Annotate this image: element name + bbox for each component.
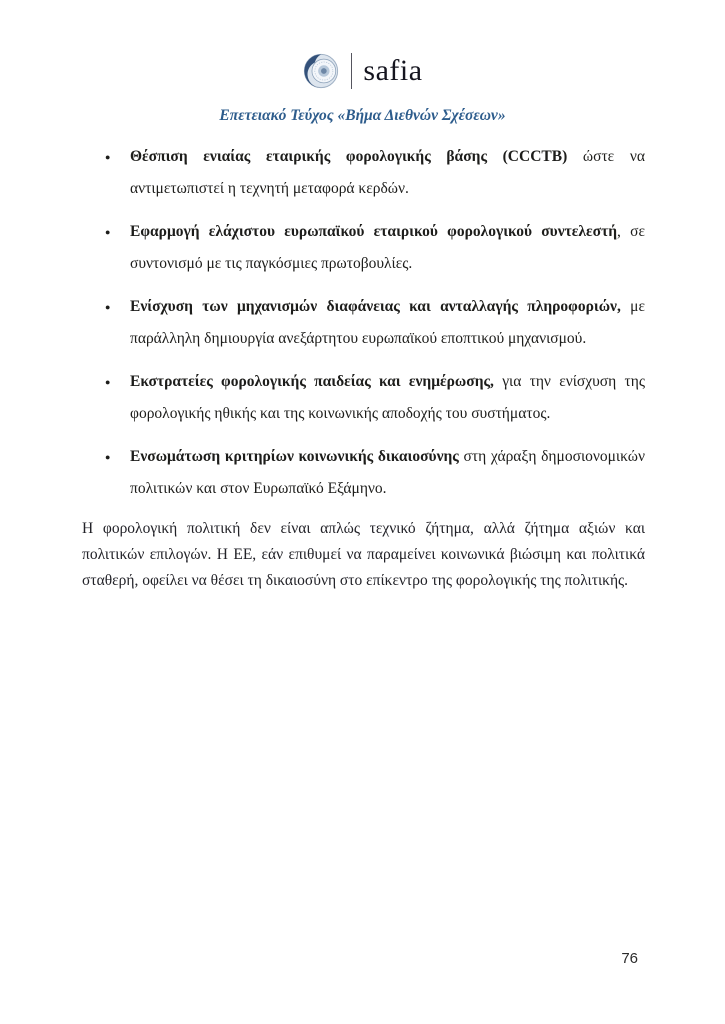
list-item [130,291,645,355]
safia-logo-icon [302,52,340,90]
bullet-regular-text: , σε συντονισμό με τις παγκόσμιες πρωτοβουλίες. [130,223,645,272]
bullet-list [0,141,725,505]
logo-divider [351,53,352,89]
bullet-regular-text: ώστε να αντιμετωπιστεί η τεχνητή μεταφορά κερδών. [130,148,645,197]
list-item [130,141,645,205]
bullet-bold-text: Θέσπιση ενιαίας εταιρικής φορολογικής βάσης (CCCTB) [130,148,568,165]
page-title: Επετειακό Τεύχος «Βήμα Διεθνών Σχέσεων» [219,107,506,124]
bullet-bold-text: Εφαρμογή ελάχιστου ευρωπαϊκού εταιρικού φορολογικού συντελεστή [130,223,618,240]
logo [0,0,725,90]
list-item [130,366,645,430]
page-number: 76 [621,950,638,967]
bullet-bold-text: Εκστρατείες φορολογικής παιδείας και ενημέρωσης, [130,373,494,390]
bullet-regular-text: στη χάραξη δημοσιονομικών πολιτικών και στον Ευρωπαϊκό Εξάμηνο. [130,448,645,497]
bullet-regular-text: για την ενίσχυση της φορολογικής ηθικής και της κοινωνικής αποδοχής του συστήματος. [130,373,646,422]
bullet-regular-text: με παράλληλη δημιουργία ανεξάρτητου ευρωπαϊκού εποπτικού μηχανισμού. [130,298,645,347]
bullet-bold-text: Ενίσχυση των μηχανισμών διαφάνειας και ανταλλαγής πληροφοριών, [130,298,621,315]
closing-paragraph: Η φορολογική πολιτική δεν είναι απλώς τεχνικό ζήτημα, αλλά ζήτημα αξιών και πολιτικών επιλογών. Η ΕΕ, εάν επιθυμεί να παραμείνει κοινωνικά βιώσιμη και πολιτικά σταθερή, οφείλει να θέσει τη δικαιοσύνη στο επίκεντρο της φορολογικής της πολιτικής. [82,520,645,589]
list-item [130,441,645,505]
bullet-bold-text: Ενσωμάτωση κριτηρίων κοινωνικής δικαιοσύνης [130,448,459,465]
list-item [130,216,645,280]
logo-wordmark: safia [363,54,423,87]
